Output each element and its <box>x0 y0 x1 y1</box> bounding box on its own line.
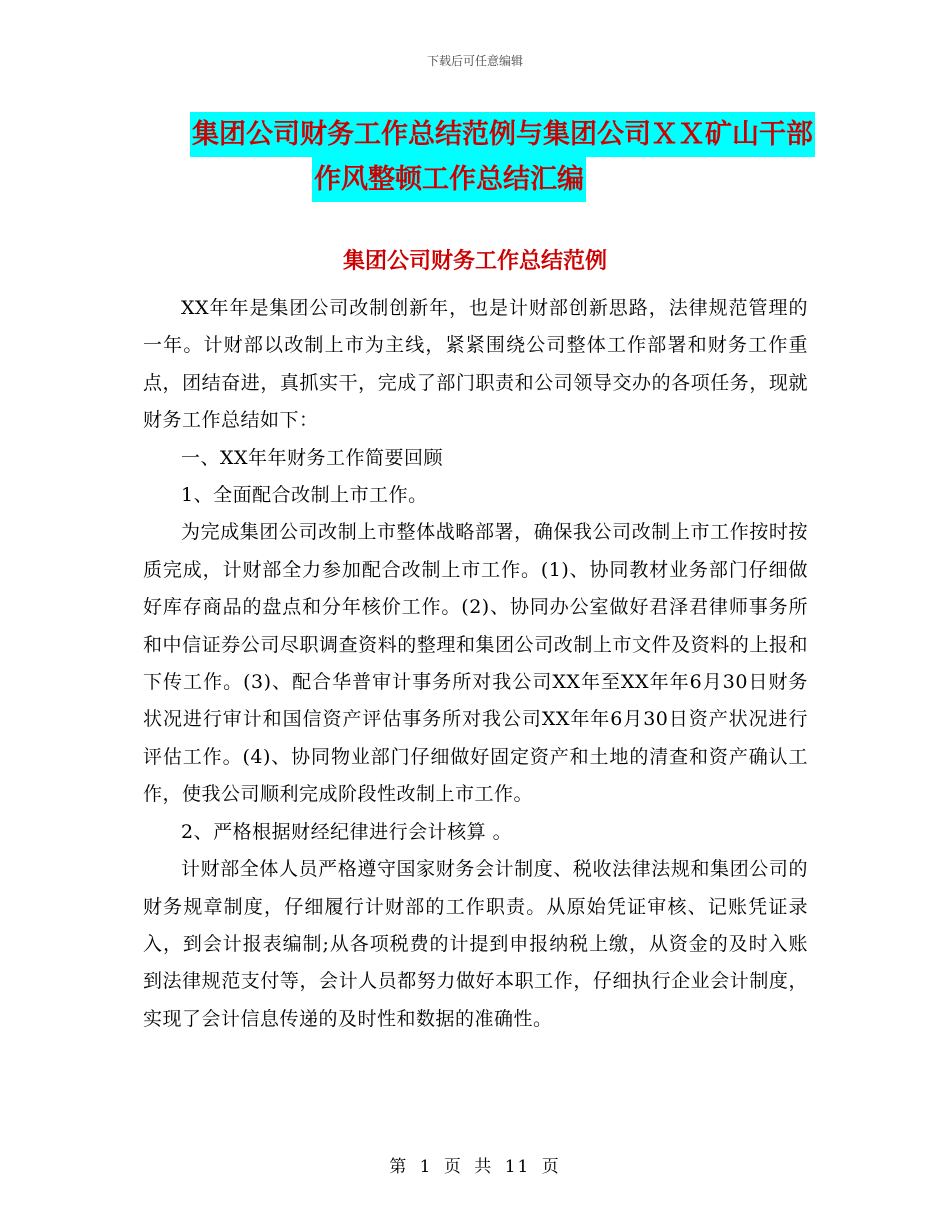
subheading-accounting: 2、严格根据财经纪律进行会计核算 。 <box>181 820 513 843</box>
paragraph-intro: XX年年是集团公司改制创新年，也是计财部创新思路，法律规范管理的一年。计财部以改制上市为主线，紧紧围绕公司整体工作部署和财务工作重点，团结奋进，真抓实干，完成了部门职责和公司领导交办的各项任务，现就财务工作总结如下： <box>143 297 808 432</box>
document-title-line-2: 作风整顿工作总结汇编 <box>312 157 586 202</box>
document-body <box>143 290 808 1038</box>
document-title-line-1: 集团公司财务工作总结范例与集团公司ＸＸ矿山干部 <box>190 112 815 157</box>
document-title <box>190 112 830 202</box>
page-header: 下载后可任意编辑 <box>426 54 523 68</box>
page-number: 第 1 页 共 11 页 <box>389 1157 561 1177</box>
subheading-ipo-cooperation: 1、全面配合改制上市工作。 <box>181 484 428 507</box>
paragraph-accounting: 计财部全体人员严格遵守国家财务会计制度、税收法律法规和集团公司的财务规章制度，仔细履行计财部的工作职责。从原始凭证审核、记账凭证录入，到会计报表编制;从各项税费的计提到申报纳税上缴，从资金的及时入账到法律规范支付等，会计人员都努力做好本职工作，仔细执行企业会计制度，实现了会计信息传递的及时性和数据的准确性。 <box>143 858 808 1030</box>
paragraph-ipo-cooperation: 为完成集团公司改制上市整体战略部署，确保我公司改制上市工作按时按质完成，计财部全力参加配合改制上市工作。(1)、协同教材业务部门仔细做好库存商品的盘点和分年核价工作。(2)、协同办公室做好君泽君律师事务所和中信证券公司尽职调查资料的整理和集团公司改制上市文件及资料的上报和下传工作。(3)、配合华普审计事务所对我公司XX年至XX年年6月30日财务状况进行审计和国信资产评估事务所对我公司XX年年6月30日资产状况进行评估工作。(4)、协同物业部门仔细做好固定资产和土地的清查和资产确认工作，使我公司顺利完成阶段性改制上市工作。 <box>143 521 808 806</box>
heading-review: 一、XX年年财务工作简要回顾 <box>181 446 444 469</box>
section-heading: 集团公司财务工作总结范例 <box>342 249 607 274</box>
